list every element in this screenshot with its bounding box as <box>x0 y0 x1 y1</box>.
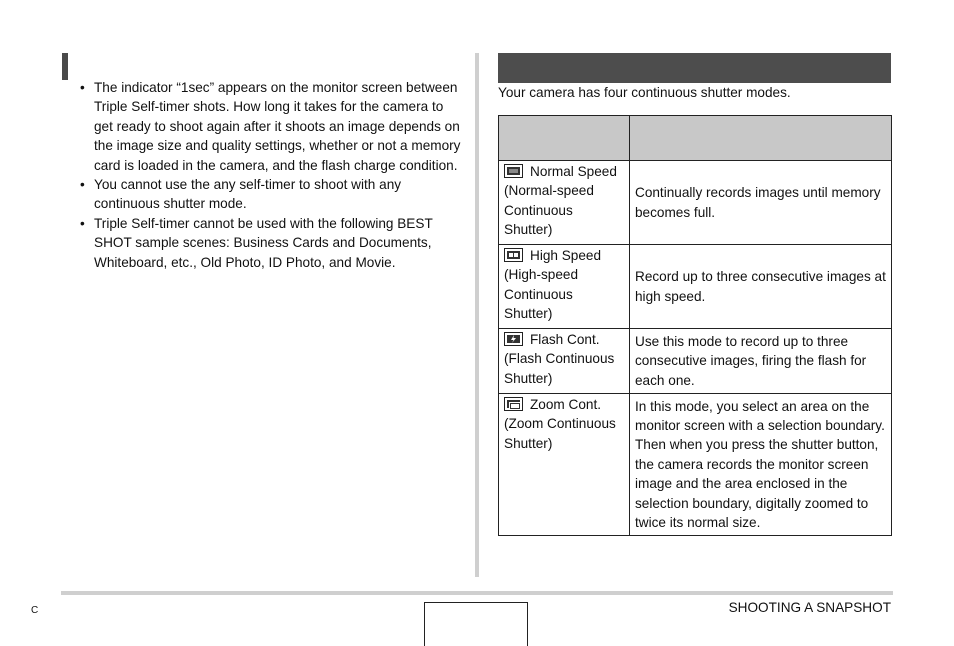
description-cell: In this mode, you select an area on the monitor screen with a selection boundary. Then when you press the shutter button, the camera records the monitor screen image and the area enclosed in the selection boundary, digitally zoomed to twice its normal size. <box>630 394 892 536</box>
normal-speed-icon <box>504 164 523 178</box>
bullet: • <box>80 215 85 231</box>
notes-list <box>78 78 464 272</box>
mode-cell <box>499 329 630 394</box>
description-cell: Use this mode to record up to three consecutive images, firing the flash for each one. <box>630 329 892 394</box>
bullet: • <box>80 80 85 95</box>
note-item <box>78 214 464 272</box>
mode-cell <box>499 245 630 329</box>
mode-subtitle: (Normal-speed Continuous Shutter) <box>504 183 594 238</box>
footer-section-title: SHOOTING A SNAPSHOT <box>728 600 891 615</box>
left-section-marker <box>62 53 68 80</box>
corner-letter: C <box>31 605 39 616</box>
bullet: • <box>80 177 85 193</box>
mode-subtitle: (Zoom Continuous Shutter) <box>504 416 616 451</box>
note-item <box>78 78 464 175</box>
note-item <box>78 175 464 214</box>
table-header-row <box>499 116 892 161</box>
mode-title: Normal Speed <box>530 164 617 179</box>
description-cell: Record up to three consecutive images at high speed. <box>630 245 892 329</box>
table-row <box>499 161 892 245</box>
description-cell: Continually records images until memory becomes full. <box>630 161 892 245</box>
table-row <box>499 245 892 329</box>
column-divider <box>475 53 479 577</box>
zoom-cont-icon <box>504 397 523 411</box>
page-number-box <box>424 602 528 646</box>
intro-text: Your camera has four continuous shutter modes. <box>498 85 791 100</box>
table-row <box>499 394 892 536</box>
footer-rule <box>61 591 893 595</box>
continuous-shutter-table <box>498 115 892 536</box>
mode-title: High Speed <box>530 248 602 263</box>
section-heading-bar <box>498 53 891 83</box>
mode-cell <box>499 161 630 245</box>
mode-title: Zoom Cont. <box>530 397 602 412</box>
table-row <box>499 329 892 394</box>
table-header-mode <box>499 116 630 161</box>
note-text: The indicator “1sec” appears on the monitor screen between Triple Self-timer shots. How long it takes for the camera to get ready to shoot again after it shoots an image depends on the image size and quality settings, whether or not a memory card is loaded in the camera, and the flash charge condition. <box>94 80 461 173</box>
mode-subtitle: (Flash Continuous Shutter) <box>504 351 615 386</box>
note-text: You cannot use the any self-timer to shoot with any continuous shutter mode. <box>94 177 402 212</box>
mode-subtitle: (High-speed Continuous Shutter) <box>504 267 579 322</box>
high-speed-icon <box>504 248 523 262</box>
flash-cont-icon <box>504 332 523 346</box>
note-text: Triple Self-timer cannot be used with the following BEST SHOT sample scenes: Business Cards and Documents, Whiteboard, etc., Old Photo, ID Photo, and Movie. <box>94 215 433 270</box>
mode-title: Flash Cont. <box>530 332 600 347</box>
table-header-description <box>630 116 892 161</box>
mode-cell <box>499 394 630 536</box>
